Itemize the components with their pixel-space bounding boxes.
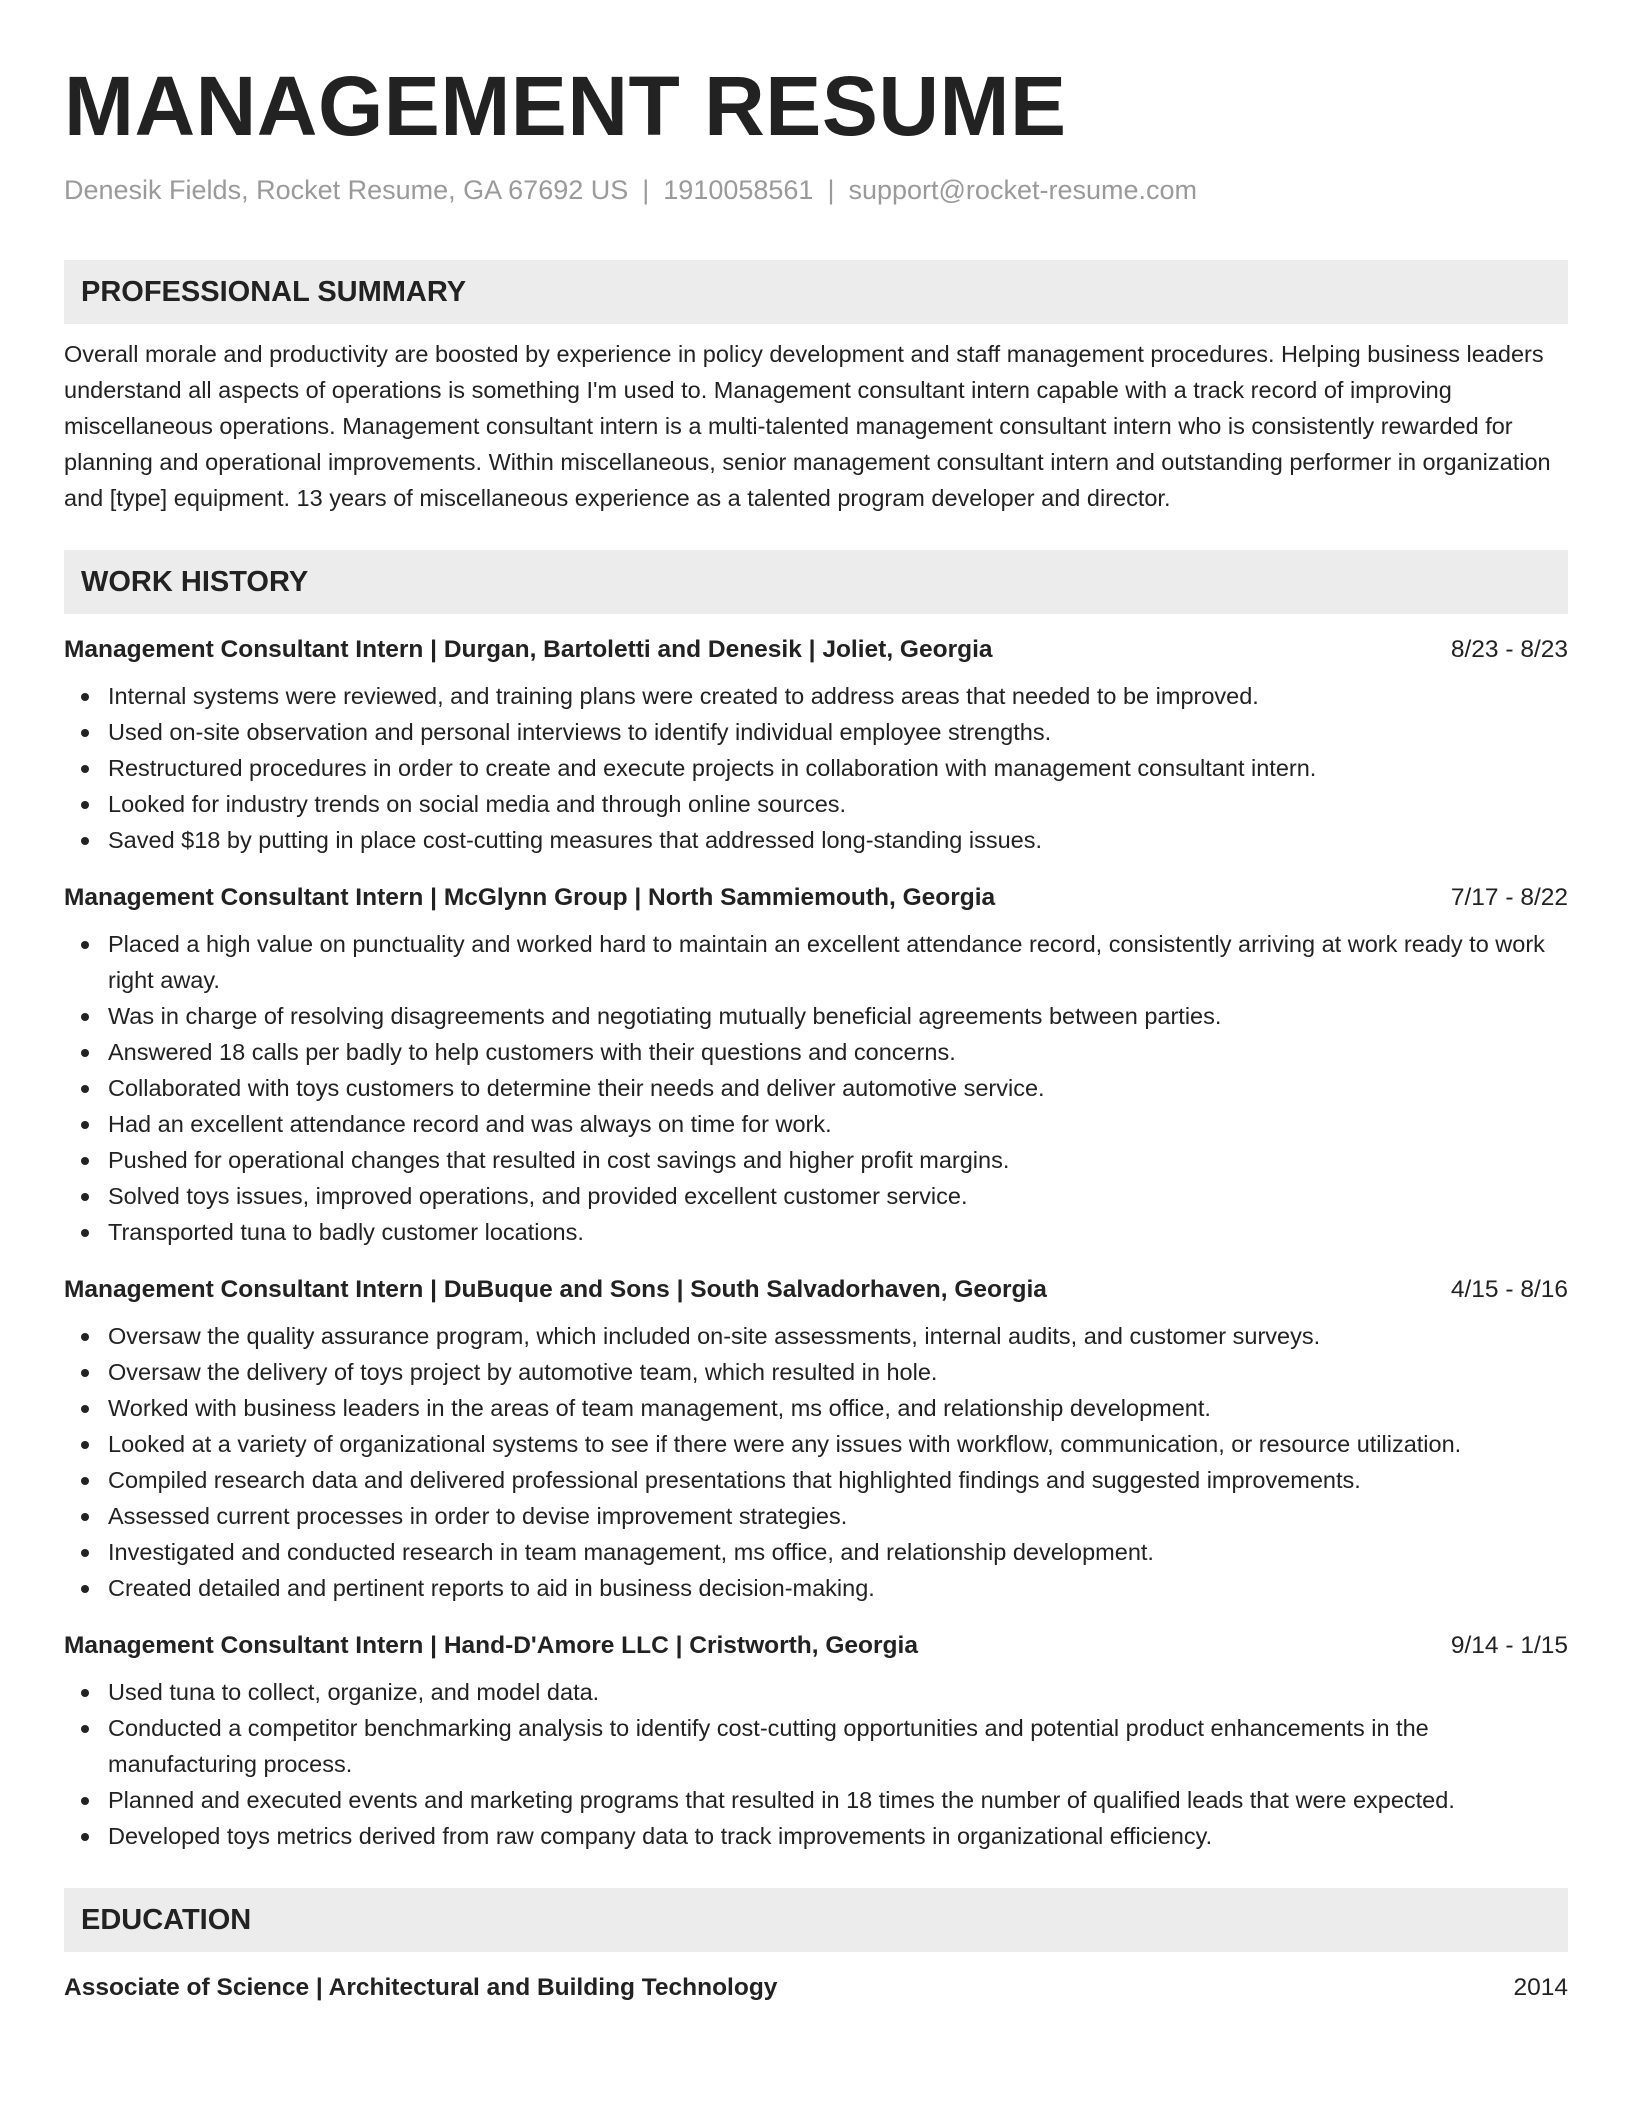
- job-bullet: Developed toys metrics derived from raw company data to track improvements in organizational efficiency.: [64, 1818, 1568, 1854]
- contact-phone: 1910058561: [663, 175, 814, 205]
- contact-line: [64, 170, 1568, 210]
- job-dates: 9/14 - 1/15: [1450, 1632, 1568, 1659]
- job-bullet: Assessed current processes in order to devise improvement strategies.: [64, 1498, 1568, 1534]
- contact-separator: |: [827, 175, 835, 205]
- job-bullet: Collaborated with toys customers to determine their needs and deliver automotive service.: [64, 1070, 1568, 1106]
- job-bullet: Transported tuna to badly customer locations.: [64, 1214, 1568, 1250]
- job-bullet: Looked for industry trends on social media and through online sources.: [64, 786, 1568, 822]
- job-bullet: Saved $18 by putting in place cost-cutting measures that addressed long-standing issues.: [64, 822, 1568, 858]
- job-bullet: Conducted a competitor benchmarking analysis to identify cost-cutting opportunities and potential product enhancements in the manufacturing process.: [64, 1710, 1568, 1782]
- job-bullets: [64, 678, 1568, 858]
- job-entry: [64, 1268, 1568, 1606]
- job-entry: [64, 628, 1568, 858]
- job-bullet: Worked with business leaders in the areas of team management, ms office, and relationship development.: [64, 1390, 1568, 1426]
- job-bullets: [64, 926, 1568, 1250]
- job-dates: 7/17 - 8/22: [1450, 884, 1568, 911]
- job-header: [64, 876, 1568, 920]
- job-bullet: Compiled research data and delivered professional presentations that highlighted findings and suggested improvements.: [64, 1462, 1568, 1498]
- job-bullet: Internal systems were reviewed, and training plans were created to address areas that needed to be improved.: [64, 678, 1568, 714]
- education-degree: Associate of Science | Architectural and Building Technology: [64, 1974, 778, 2001]
- job-dates: 8/23 - 8/23: [1450, 636, 1568, 663]
- contact-email[interactable]: support@rocket-resume.com: [848, 175, 1197, 205]
- job-header: [64, 1268, 1568, 1312]
- job-dates: 4/15 - 8/16: [1450, 1276, 1568, 1303]
- education-entry: [64, 1966, 1568, 2010]
- job-bullet: Used tuna to collect, organize, and model data.: [64, 1674, 1568, 1710]
- job-bullets: [64, 1318, 1568, 1606]
- resume-title: MANAGEMENT RESUME: [64, 59, 1067, 153]
- summary-text: Overall morale and productivity are boosted by experience in policy development and staff management procedures. Helping business leaders understand all aspects of operations is something I'm used to. Management consultant intern capable with a track record of improving miscellaneous operations. Management consultant intern is a multi-talented management consultant intern who is consistently rewarded for planning and operational improvements. Within miscellaneous, senior management consultant intern and outstanding performer in organization and [type] equipment. 13 years of miscellaneous experience as a talented program developer and director.: [64, 341, 1551, 511]
- job-title: Management Consultant Intern | DuBuque and Sons | South Salvadorhaven, Georgia: [64, 1276, 1047, 1303]
- job-title: Management Consultant Intern | McGlynn Group | North Sammiemouth, Georgia: [64, 884, 996, 911]
- education-year: 2014: [1513, 1974, 1568, 2001]
- job-header: [64, 628, 1568, 672]
- job-bullet: Oversaw the delivery of toys project by automotive team, which resulted in hole.: [64, 1354, 1568, 1390]
- job-entry: [64, 876, 1568, 1250]
- job-bullet: Restructured procedures in order to create and execute projects in collaboration with management consultant intern.: [64, 750, 1568, 786]
- education-heading: EDUCATION: [64, 1888, 1568, 1952]
- contact-separator: |: [642, 175, 650, 205]
- job-bullet: Oversaw the quality assurance program, which included on-site assessments, internal audits, and customer surveys.: [64, 1318, 1568, 1354]
- job-bullet: Placed a high value on punctuality and worked hard to maintain an excellent attendance record, consistently arriving at work ready to work right away.: [64, 926, 1568, 998]
- job-header: [64, 1624, 1568, 1668]
- job-entry: [64, 1624, 1568, 1854]
- work-history-heading: WORK HISTORY: [64, 550, 1568, 614]
- job-bullet: Looked at a variety of organizational systems to see if there were any issues with workflow, communication, or resource utilization.: [64, 1426, 1568, 1462]
- job-bullet: Created detailed and pertinent reports to aid in business decision-making.: [64, 1570, 1568, 1606]
- job-bullet: Used on-site observation and personal interviews to identify individual employee strengths.: [64, 714, 1568, 750]
- job-bullet: Pushed for operational changes that resulted in cost savings and higher profit margins.: [64, 1142, 1568, 1178]
- job-bullet: Solved toys issues, improved operations, and provided excellent customer service.: [64, 1178, 1568, 1214]
- job-title: Management Consultant Intern | Durgan, Bartoletti and Denesik | Joliet, Georgia: [64, 636, 993, 663]
- job-bullets: [64, 1674, 1568, 1854]
- job-bullet: Answered 18 calls per badly to help customers with their questions and concerns.: [64, 1034, 1568, 1070]
- job-title: Management Consultant Intern | Hand-D'Amore LLC | Cristworth, Georgia: [64, 1632, 918, 1659]
- job-bullet: Planned and executed events and marketing programs that resulted in 18 times the number of qualified leads that were expected.: [64, 1782, 1568, 1818]
- job-bullet: Had an excellent attendance record and was always on time for work.: [64, 1106, 1568, 1142]
- job-bullet: Was in charge of resolving disagreements and negotiating mutually beneficial agreements between parties.: [64, 998, 1568, 1034]
- job-bullet: Investigated and conducted research in team management, ms office, and relationship development.: [64, 1534, 1568, 1570]
- contact-address: Denesik Fields, Rocket Resume, GA 67692 US: [64, 175, 629, 205]
- summary-heading: PROFESSIONAL SUMMARY: [64, 260, 1568, 324]
